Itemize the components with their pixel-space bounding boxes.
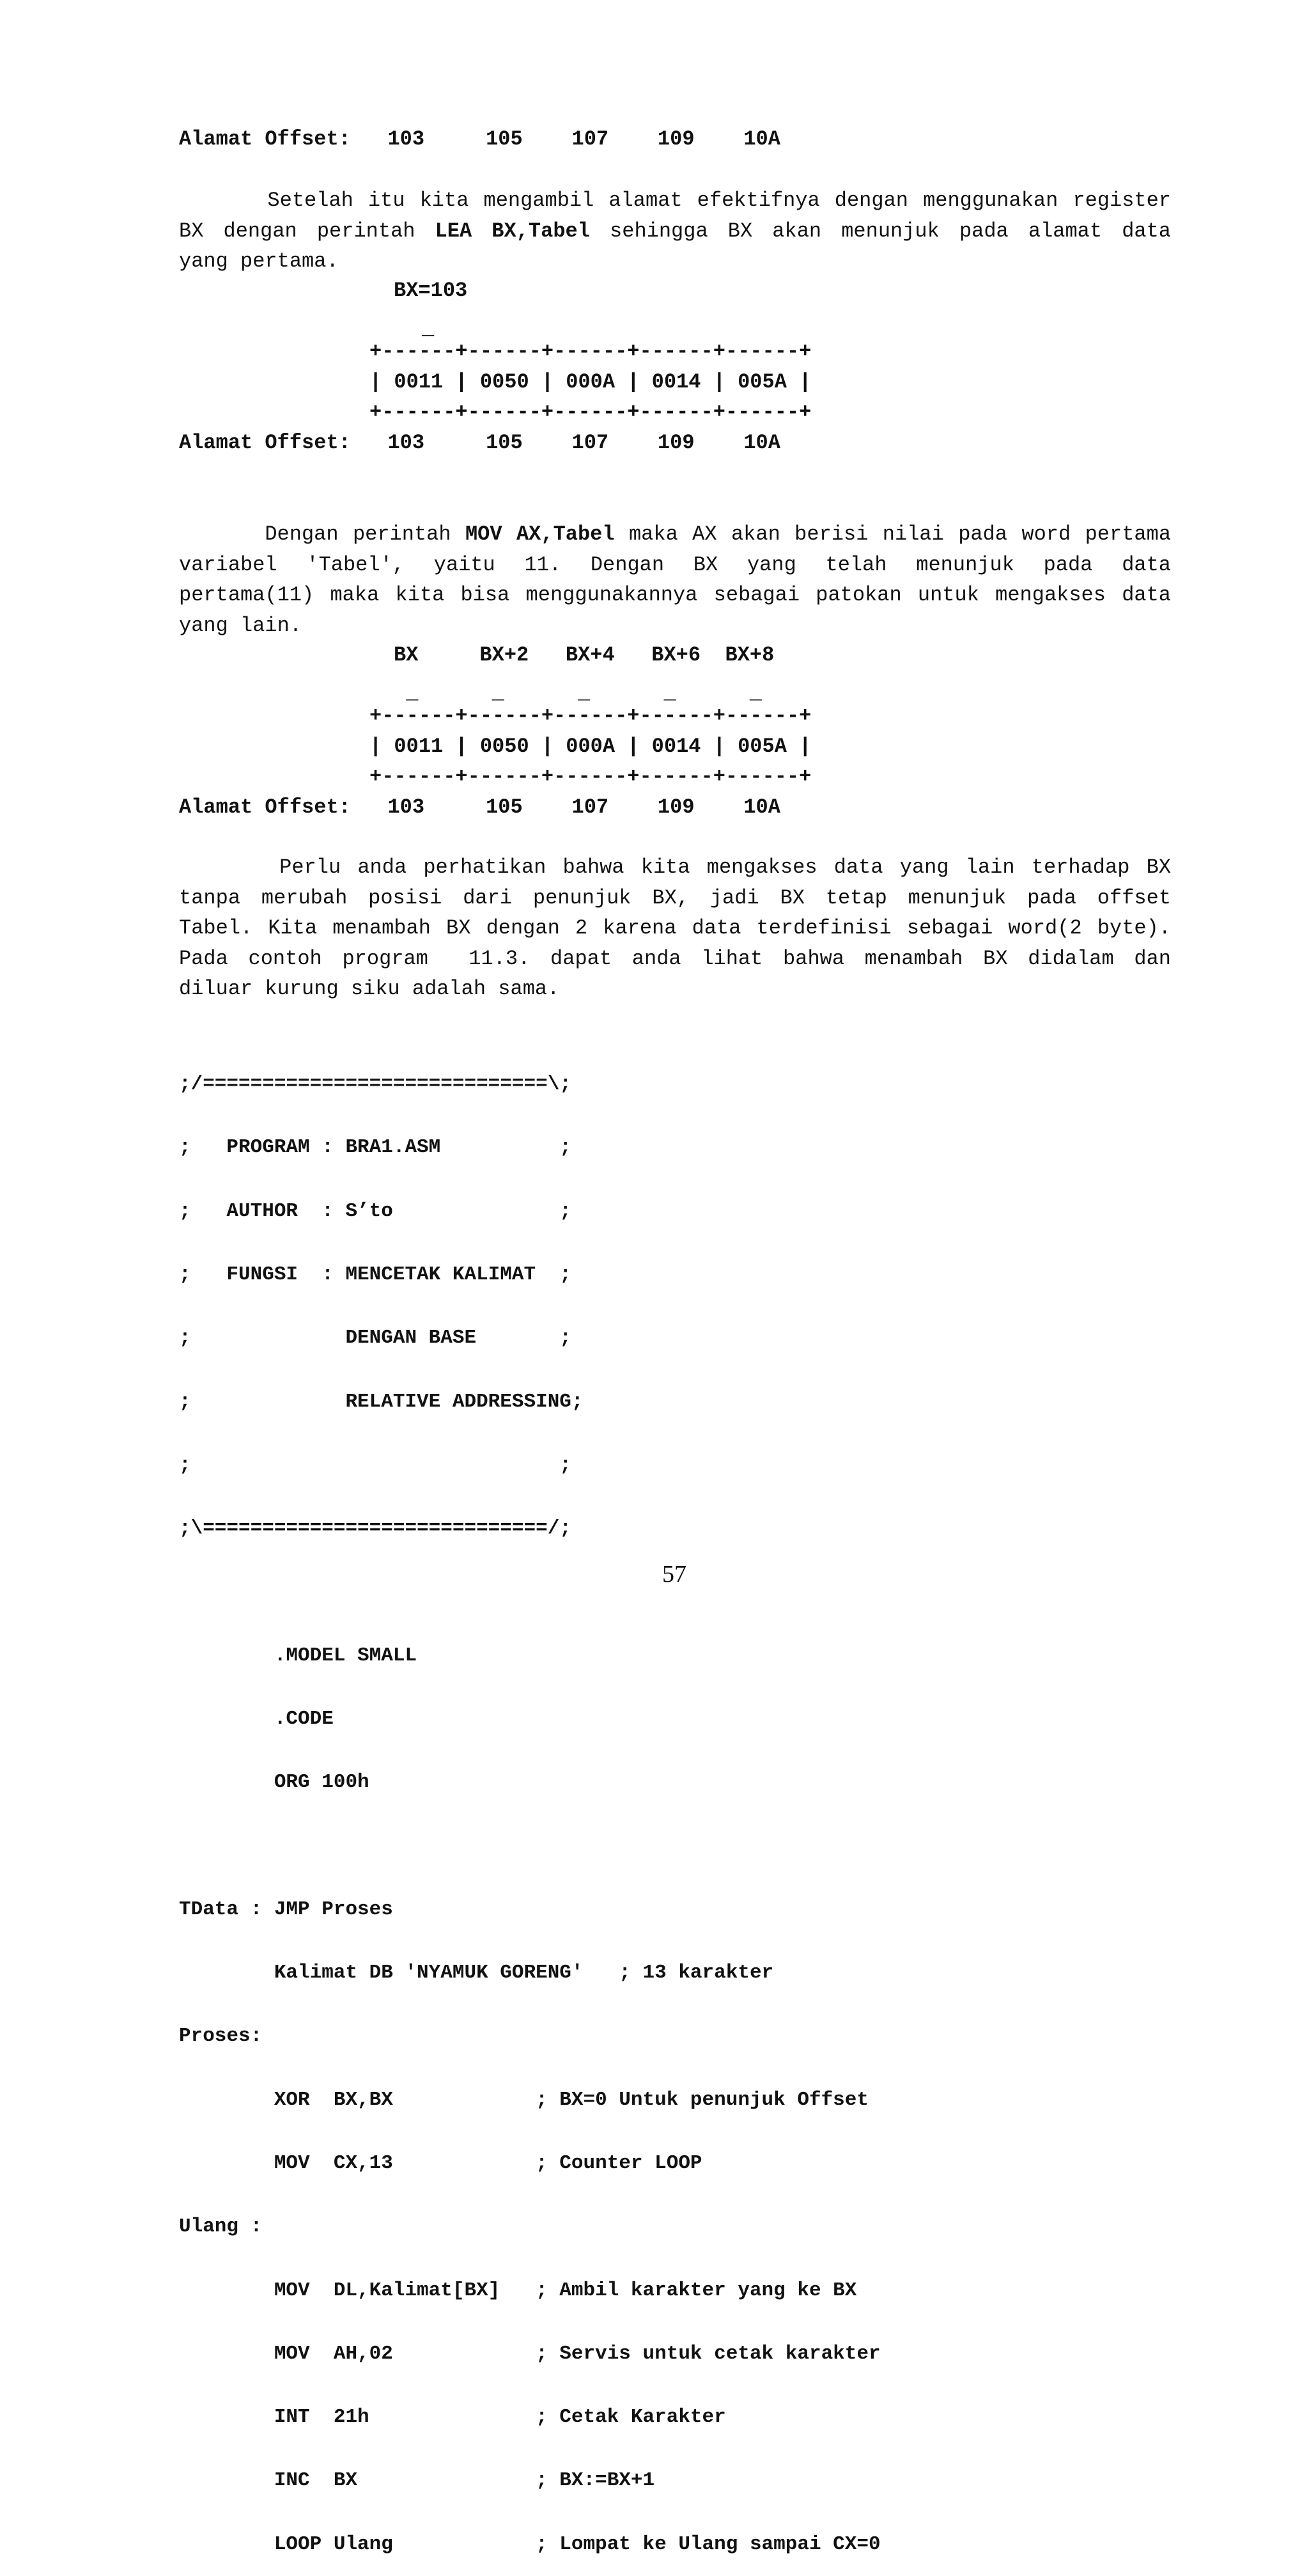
offset-row: Alamat Offset: 103 105 107 109 10A bbox=[179, 431, 780, 455]
pointer-arrows: _ _ _ _ _ bbox=[394, 681, 763, 705]
paragraph-line: Perlu anda perhatikan bahwa kita mengakses data yang lain terhadap BX bbox=[179, 855, 1171, 879]
table-border-bottom: +------+------+------+------+------+ bbox=[369, 400, 812, 424]
paragraph-line: Tabel. Kita menambah BX dengan 2 karena data terdefinisi sebagai word(2 byte). bbox=[179, 916, 1171, 940]
code-listing bbox=[179, 1031, 881, 2576]
paragraph-line: yang pertama. bbox=[179, 249, 339, 273]
pointer-arrow: _ bbox=[422, 316, 435, 340]
offset-row: Alamat Offset: 103 105 107 109 10A bbox=[179, 795, 780, 819]
table-border-top: +------+------+------+------+------+ bbox=[369, 340, 812, 363]
code-line: ; AUTHOR : S’to ; bbox=[179, 1199, 571, 1222]
paragraph bbox=[179, 519, 1171, 641]
offset-row: Alamat Offset: 103 105 107 109 10A bbox=[179, 127, 780, 151]
code-line: ;/=============================\; bbox=[179, 1073, 571, 1096]
code-line: ; FUNGSI : MENCETAK KALIMAT ; bbox=[179, 1263, 571, 1286]
code-line: Ulang : bbox=[179, 2215, 263, 2238]
code-line: .MODEL SMALL bbox=[179, 1644, 417, 1667]
pointer-label: BX=103 bbox=[394, 279, 468, 302]
code-line: ORG 100h bbox=[179, 1771, 369, 1794]
code-line: ;\=============================/; bbox=[179, 1517, 571, 1540]
paragraph-line: BX dengan perintah LEA BX,Tabel sehingga BX akan menunjuk pada alamat data bbox=[179, 219, 1171, 243]
paragraph-line: Setelah itu kita mengambil alamat efektifnya dengan menggunakan register bbox=[179, 189, 1171, 212]
paragraph-line: Dengan perintah MOV AX,Tabel maka AX akan berisi nilai pada word pertama bbox=[179, 522, 1172, 546]
inline-code: LEA BX,Tabel bbox=[435, 219, 590, 243]
paragraph-line: Pada contoh program 11.3. dapat anda lihat bahwa menambah BX didalam dan bbox=[179, 946, 1171, 971]
paragraph bbox=[179, 852, 1171, 1004]
code-line: .CODE bbox=[179, 1708, 334, 1730]
memory-cells: | 0011 | 0050 | 000A | 0014 | 005A | bbox=[369, 370, 812, 394]
code-line: ; ; bbox=[179, 1453, 571, 1476]
paragraph-line: yang lain. bbox=[179, 613, 302, 637]
code-line: INC BX ; BX:=BX+1 bbox=[179, 2469, 655, 2492]
code-line: Kalimat DB 'NYAMUK GORENG' ; 13 karakter bbox=[179, 1962, 774, 1985]
table-border-bottom: +------+------+------+------+------+ bbox=[369, 765, 812, 788]
code-line: ; RELATIVE ADDRESSING; bbox=[179, 1390, 584, 1413]
code-line: INT 21h ; Cetak Karakter bbox=[179, 2406, 726, 2429]
code-line: LOOP Ulang ; Lompat ke Ulang sampai CX=0 bbox=[179, 2533, 881, 2556]
code-line: MOV CX,13 ; Counter LOOP bbox=[179, 2151, 702, 2174]
memory-cells: | 0011 | 0050 | 000A | 0014 | 005A | bbox=[369, 735, 812, 758]
paragraph bbox=[179, 185, 1171, 277]
code-line bbox=[179, 1836, 881, 1857]
paragraph-line: diluar kurung siku adalah sama. bbox=[179, 977, 560, 1001]
paragraph-line: variabel 'Tabel', yaitu 11. Dengan BX yang telah menunjuk pada data bbox=[179, 552, 1171, 577]
paragraph-line: pertama(11) maka kita bisa menggunakannya sebagai patokan untuk mengakses data bbox=[179, 583, 1171, 607]
code-line: Proses: bbox=[179, 2025, 263, 2048]
code-line: TData : JMP Proses bbox=[179, 1898, 393, 1921]
code-line: XOR BX,BX ; BX=0 Untuk penunjuk Offset bbox=[179, 2088, 869, 2111]
inline-code: MOV AX,Tabel bbox=[465, 522, 615, 546]
code-line: ; DENGAN BASE ; bbox=[179, 1327, 571, 1350]
paragraph-line: tanpa merubah posisi dari penunjuk BX, jadi BX tetap menunjuk pada offset bbox=[179, 886, 1171, 910]
pointer-labels: BX BX+2 BX+4 BX+6 BX+8 bbox=[394, 643, 775, 667]
code-line: MOV DL,Kalimat[BX] ; Ambil karakter yang ke BX bbox=[179, 2279, 857, 2302]
page-number: 57 bbox=[662, 1561, 686, 1588]
code-line: MOV AH,02 ; Servis untuk cetak karakter bbox=[179, 2342, 881, 2365]
table-border-top: +------+------+------+------+------+ bbox=[369, 704, 812, 728]
code-line: ; PROGRAM : BRA1.ASM ; bbox=[179, 1136, 571, 1159]
